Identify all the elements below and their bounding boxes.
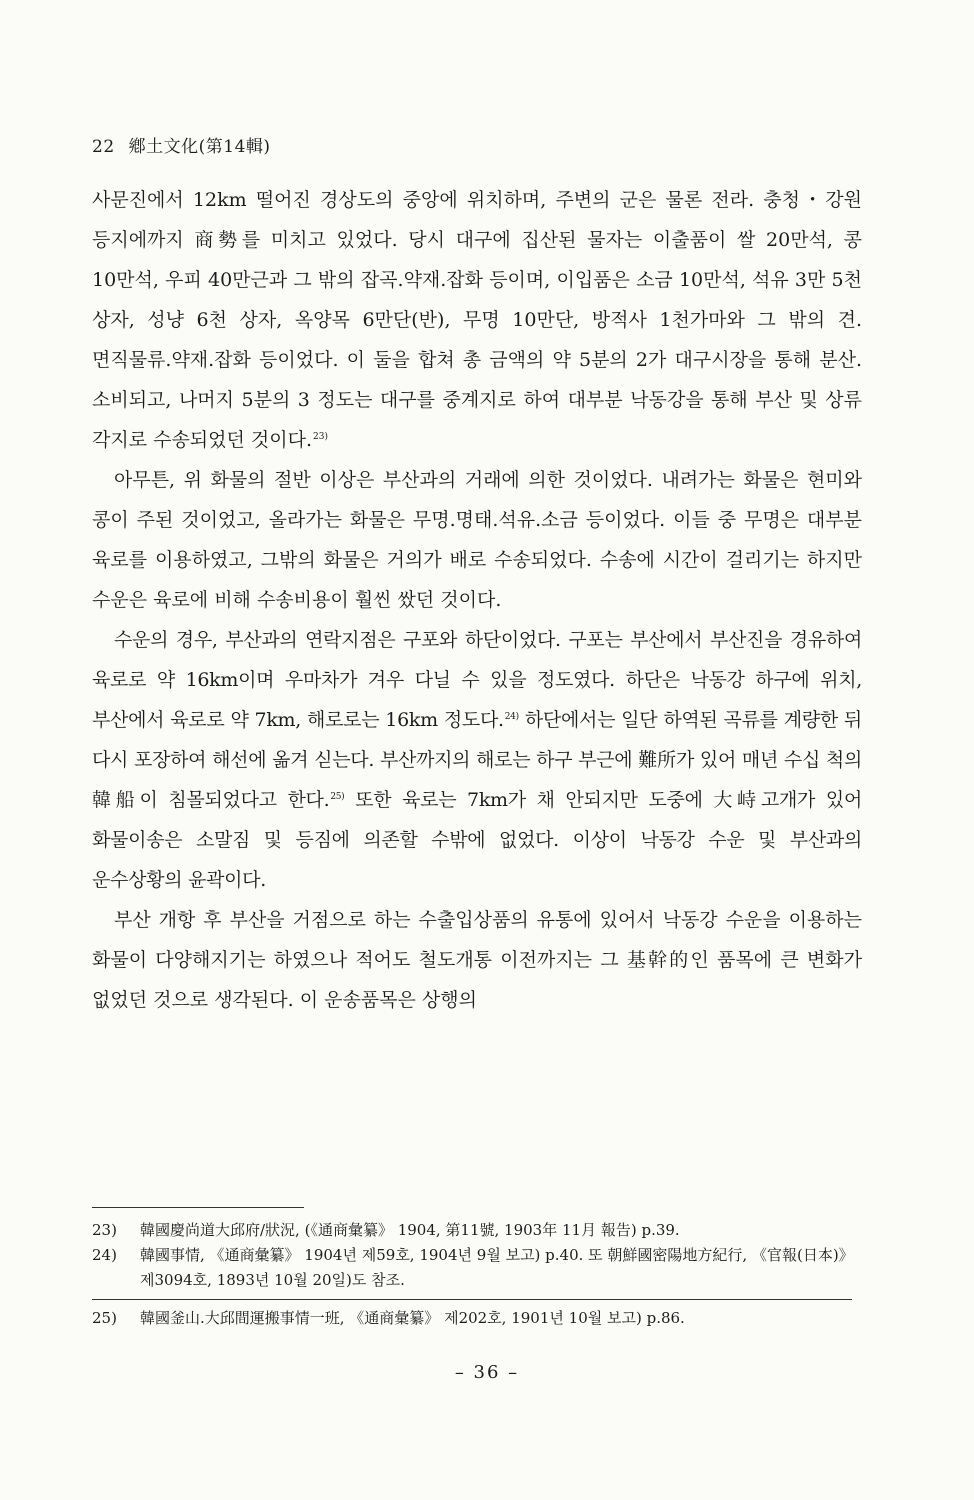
header-page-number: 22 [92,137,115,157]
footnote [92,1218,872,1243]
footnote-divider [92,1207,304,1208]
running-header [92,132,271,157]
footnote-mark: 24) [504,712,519,722]
footnote-number: 25) [92,1309,117,1327]
footnote-number: 23) [92,1221,117,1239]
footnote-text: 韓國釜山.大邱間運搬事情一班, 《通商彙纂》 제202호, 1901년 10월 보고) p.86. [140,1309,685,1327]
paragraph-text: 부산 개항 후 부산을 거점으로 하는 수출입상품의 유통에 있어서 낙동강 수운을 이용하는 화물이 다양해지기는 하였으나 적어도 철도개통 이전까지는 그 基幹的인 품목에 큰 변화가 없었던 것으로 생각된다. 이 운송품목은 상행의 [92,909,862,1011]
paragraph [92,180,862,460]
paragraph [92,620,862,900]
paragraph [92,900,862,1020]
header-journal-title: 鄕土文化(第14輯) [128,137,271,157]
footnote [92,1243,872,1293]
paragraph-text: 사문진에서 12km 떨어진 경상도의 중앙에 위치하며, 주변의 군은 물론 전라. 충청・강원 등지에까지 商勢를 미치고 있었다. 당시 대구에 집산된 물자는 이출품이 쌀 20만석, 콩 10만석, 우피 40만근과 그 밖의 잡곡.약재.잡화 등이며, 이입품은 소금 10만석, 석유 3만 5천 상자, 성냥 6천 상자, 옥양목 6만단(반), 무명 10만단, 방적사 1천가마와 그 밖의 견.면직물류.약재.잡화 등이었다. 이 둘을 합쳐 총 금액의 약 5분의 2가 대구시장을 통해 분산.소비되고, 나머지 5분의 3 정도는 대구를 중계지로 하여 대부분 낙동강을 통해 부산 및 상류 각지로 수송되었던 것이다. [92,189,862,451]
footnote-mark: 23) [313,432,328,442]
footnote-number: 24) [92,1246,117,1264]
footnotes [92,1218,872,1331]
paragraph-text: 아무튼, 위 화물의 절반 이상은 부산과의 거래에 의한 것이었다. 내려가는 화물은 현미와 콩이 주된 것이었고, 올라가는 화물은 무명.명태.석유.소금 등이었다. 이들 중 무명은 대부분 육로를 이용하였고, 그밖의 화물은 거의가 배로 수송되었다. 수송에 시간이 걸리기는 하지만 수운은 육로에 비해 수송비용이 훨씬 쌌던 것이다. [92,469,862,611]
footnote-text: 韓國慶尚道大邱府/狀況, (《通商彙纂》 1904, 第11號, 1903年 11月 報告) p.39. [140,1221,680,1239]
paragraph-text: 수운의 경우, 부산과의 연락지점은 구포와 하단이었다. 구포는 부산에서 부산진을 경유하여 육로로 약 16km이며 우마차가 겨우 다닐 수 있을 정도였다. 하단은 낙동강 하구에 위치, 부산에서 육로로 약 7km, 해로로는 16km 정도다. [92,629,862,731]
paragraph [92,460,862,620]
body-text [92,180,862,1020]
page-number: – 36 – [454,1362,520,1383]
paragraph-text: 하단에서는 일단 하역된 곡류를 계량한 뒤 다시 포장하여 해선에 옮겨 싣는다. 부산까지의 해로는 하구 부근에 難所가 있어 매년 수십 척의 韓船이 침몰되었다고 한다. [92,709,862,811]
footnote [92,1299,852,1331]
footnote-text: 韓國事情, 《通商彙纂》 1904년 제59호, 1904년 9월 보고) p.40. 또 朝鮮國密陽地方紀行, 《官報(日本)》 제3094호, 1893년 10월 20일)도 참조. [140,1246,854,1289]
footnote-mark: 25) [330,792,345,802]
paragraph-text: 또한 육로는 7km가 채 안되지만 도중에 大峙고개가 있어 화물이송은 소말짐 및 등짐에 의존할 수밖에 없었다. 이상이 낙동강 수운 및 부산과의 운수상황의 윤곽이다. [92,789,862,891]
